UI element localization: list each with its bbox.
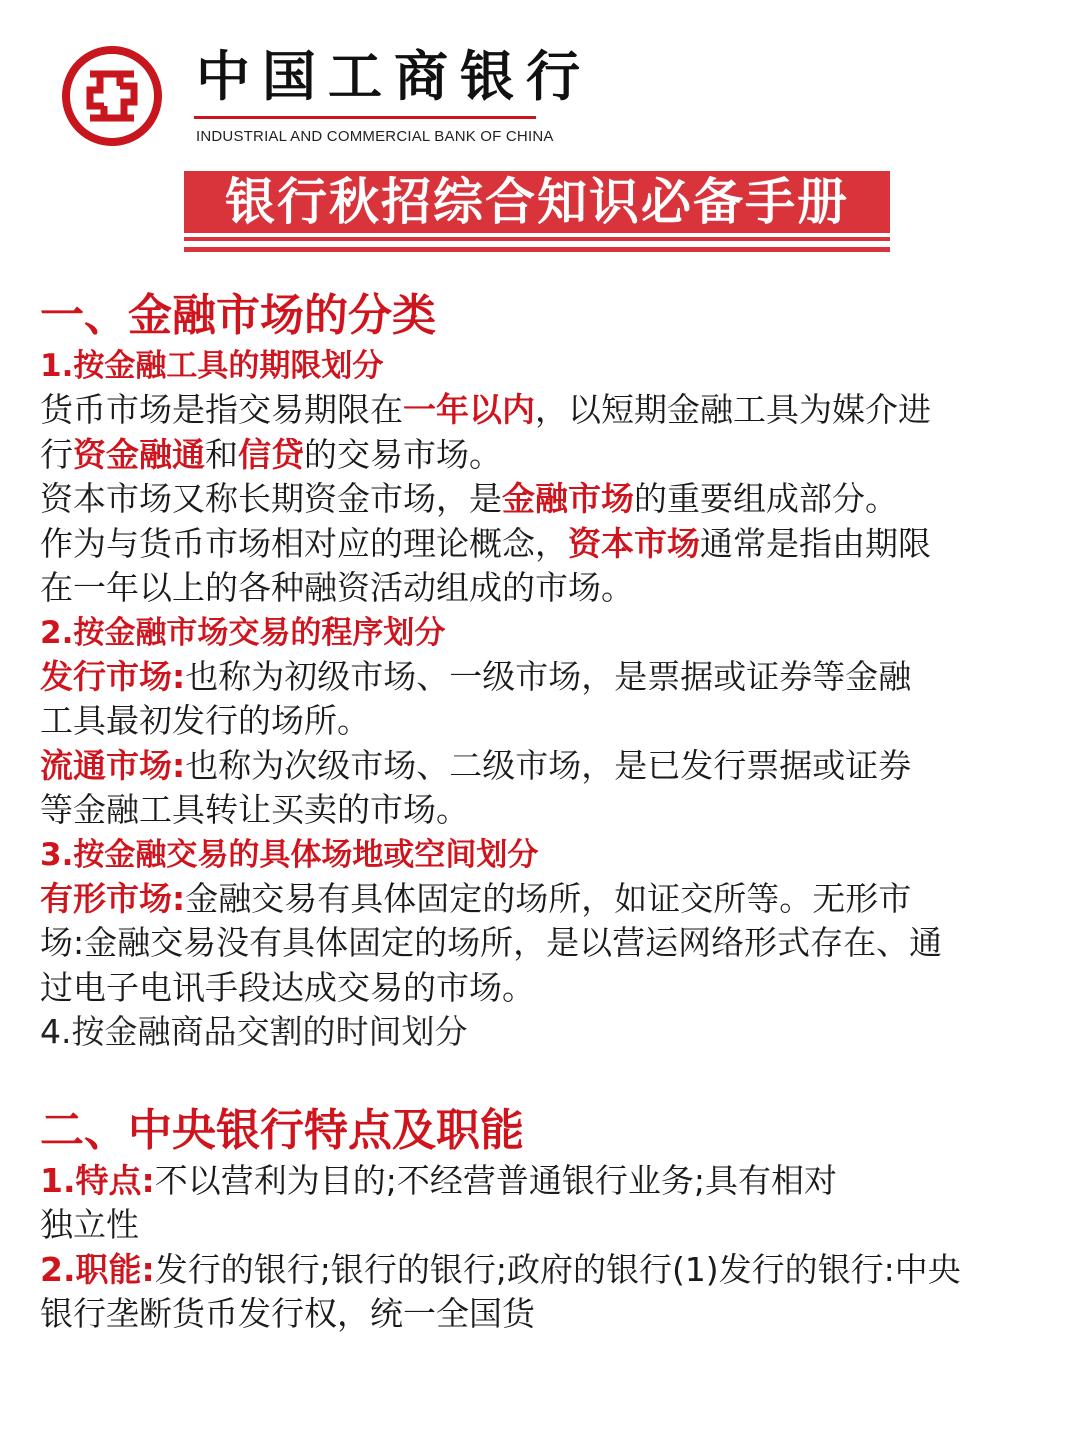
- bank-name-en: INDUSTRIAL AND COMMERCIAL BANK OF CHINA: [196, 128, 554, 145]
- paragraph-line: [40, 388, 1050, 433]
- paragraph-line: [40, 877, 1050, 922]
- title-banner: 银行秋招综合知识必备手册: [184, 171, 890, 233]
- main-content: [40, 288, 1050, 1337]
- paragraph-line: 工具最初发行的场所。: [40, 701, 370, 740]
- highlight: 资金融通: [73, 434, 205, 474]
- highlight: 信贷: [238, 434, 304, 474]
- icbc-logo-icon: [60, 44, 164, 148]
- highlight: 金融市场: [502, 479, 634, 518]
- text: ，以短期金融工具为媒介进: [535, 390, 931, 429]
- paragraph-line: 4.按金融商品交割的时间划分: [40, 1012, 468, 1051]
- paragraph-line: 独立性: [40, 1205, 139, 1244]
- term-label: 2.职能:: [40, 1249, 155, 1289]
- text: 也称为次级市场、二级市场，是已发行票据或证券: [185, 745, 912, 785]
- paragraph-line: [40, 522, 1050, 567]
- text: 也称为初级市场、一级市场，是票据或证券等金融: [185, 656, 912, 696]
- term-label: 1.特点:: [40, 1160, 155, 1200]
- paragraph-line: [40, 1159, 1050, 1204]
- text: 不以营利为目的;不经营普通银行业务;具有相对: [154, 1160, 837, 1200]
- section-spacer: [40, 1055, 1050, 1103]
- highlight: 资本市场: [568, 523, 700, 563]
- text: 的重要组成部分。: [634, 479, 898, 518]
- header: [60, 44, 592, 154]
- paragraph-line: [40, 1248, 1050, 1293]
- text: 发行的银行;银行的银行;政府的银行(1)发行的银行:中央: [154, 1249, 961, 1289]
- banner-underline-2: [184, 247, 890, 252]
- text: 的交易市场。: [304, 434, 502, 474]
- term-label: 发行市场:: [40, 656, 186, 696]
- paragraph-line: [40, 433, 1050, 478]
- paragraph-line: 过电子电讯手段达成交易的市场。: [40, 967, 535, 1007]
- bank-name-divider: [194, 116, 536, 119]
- term-label: 流通市场:: [40, 745, 186, 785]
- text: 和: [205, 434, 238, 474]
- paragraph-line: [40, 655, 1050, 700]
- highlight: 一年以内: [403, 390, 535, 429]
- bank-name-cn: 中国工商银行: [196, 45, 592, 108]
- text: 作为与货币市场相对应的理论概念，: [40, 523, 568, 563]
- text: 货币市场是指交易期限在: [40, 390, 403, 429]
- text: 金融交易有具体固定的场所，如证交所等。无形市: [185, 878, 912, 918]
- term-label: 有形市场:: [40, 878, 186, 918]
- text: 行: [40, 434, 73, 474]
- text: 通常是指由期限: [700, 523, 931, 563]
- paragraph-line: 场:金融交易没有具体固定的场所，是以营运网络形式存在、通: [40, 923, 943, 962]
- paragraph-line: 银行垄断货币发行权，统一全国货: [40, 1294, 535, 1333]
- banner-underline-1: [184, 237, 890, 241]
- subheading-by-term: 1.按金融工具的期限划分: [40, 348, 384, 384]
- text: 资本市场又称长期资金市场，是: [40, 479, 502, 518]
- section-heading-central-bank: 二、中央银行特点及职能: [40, 1104, 524, 1156]
- paragraph-line: 等金融工具转让买卖的市场。: [40, 790, 469, 829]
- section-heading-financial-markets: 一、金融市场的分类: [40, 290, 436, 341]
- paragraph-line: [40, 477, 1050, 522]
- paragraph-line: [40, 744, 1050, 789]
- subheading-by-procedure: 2.按金融市场交易的程序划分: [40, 614, 446, 651]
- paragraph-line: 在一年以上的各种融资活动组成的市场。: [40, 568, 634, 607]
- subheading-by-venue: 3.按金融交易的具体场地或空间划分: [40, 836, 539, 873]
